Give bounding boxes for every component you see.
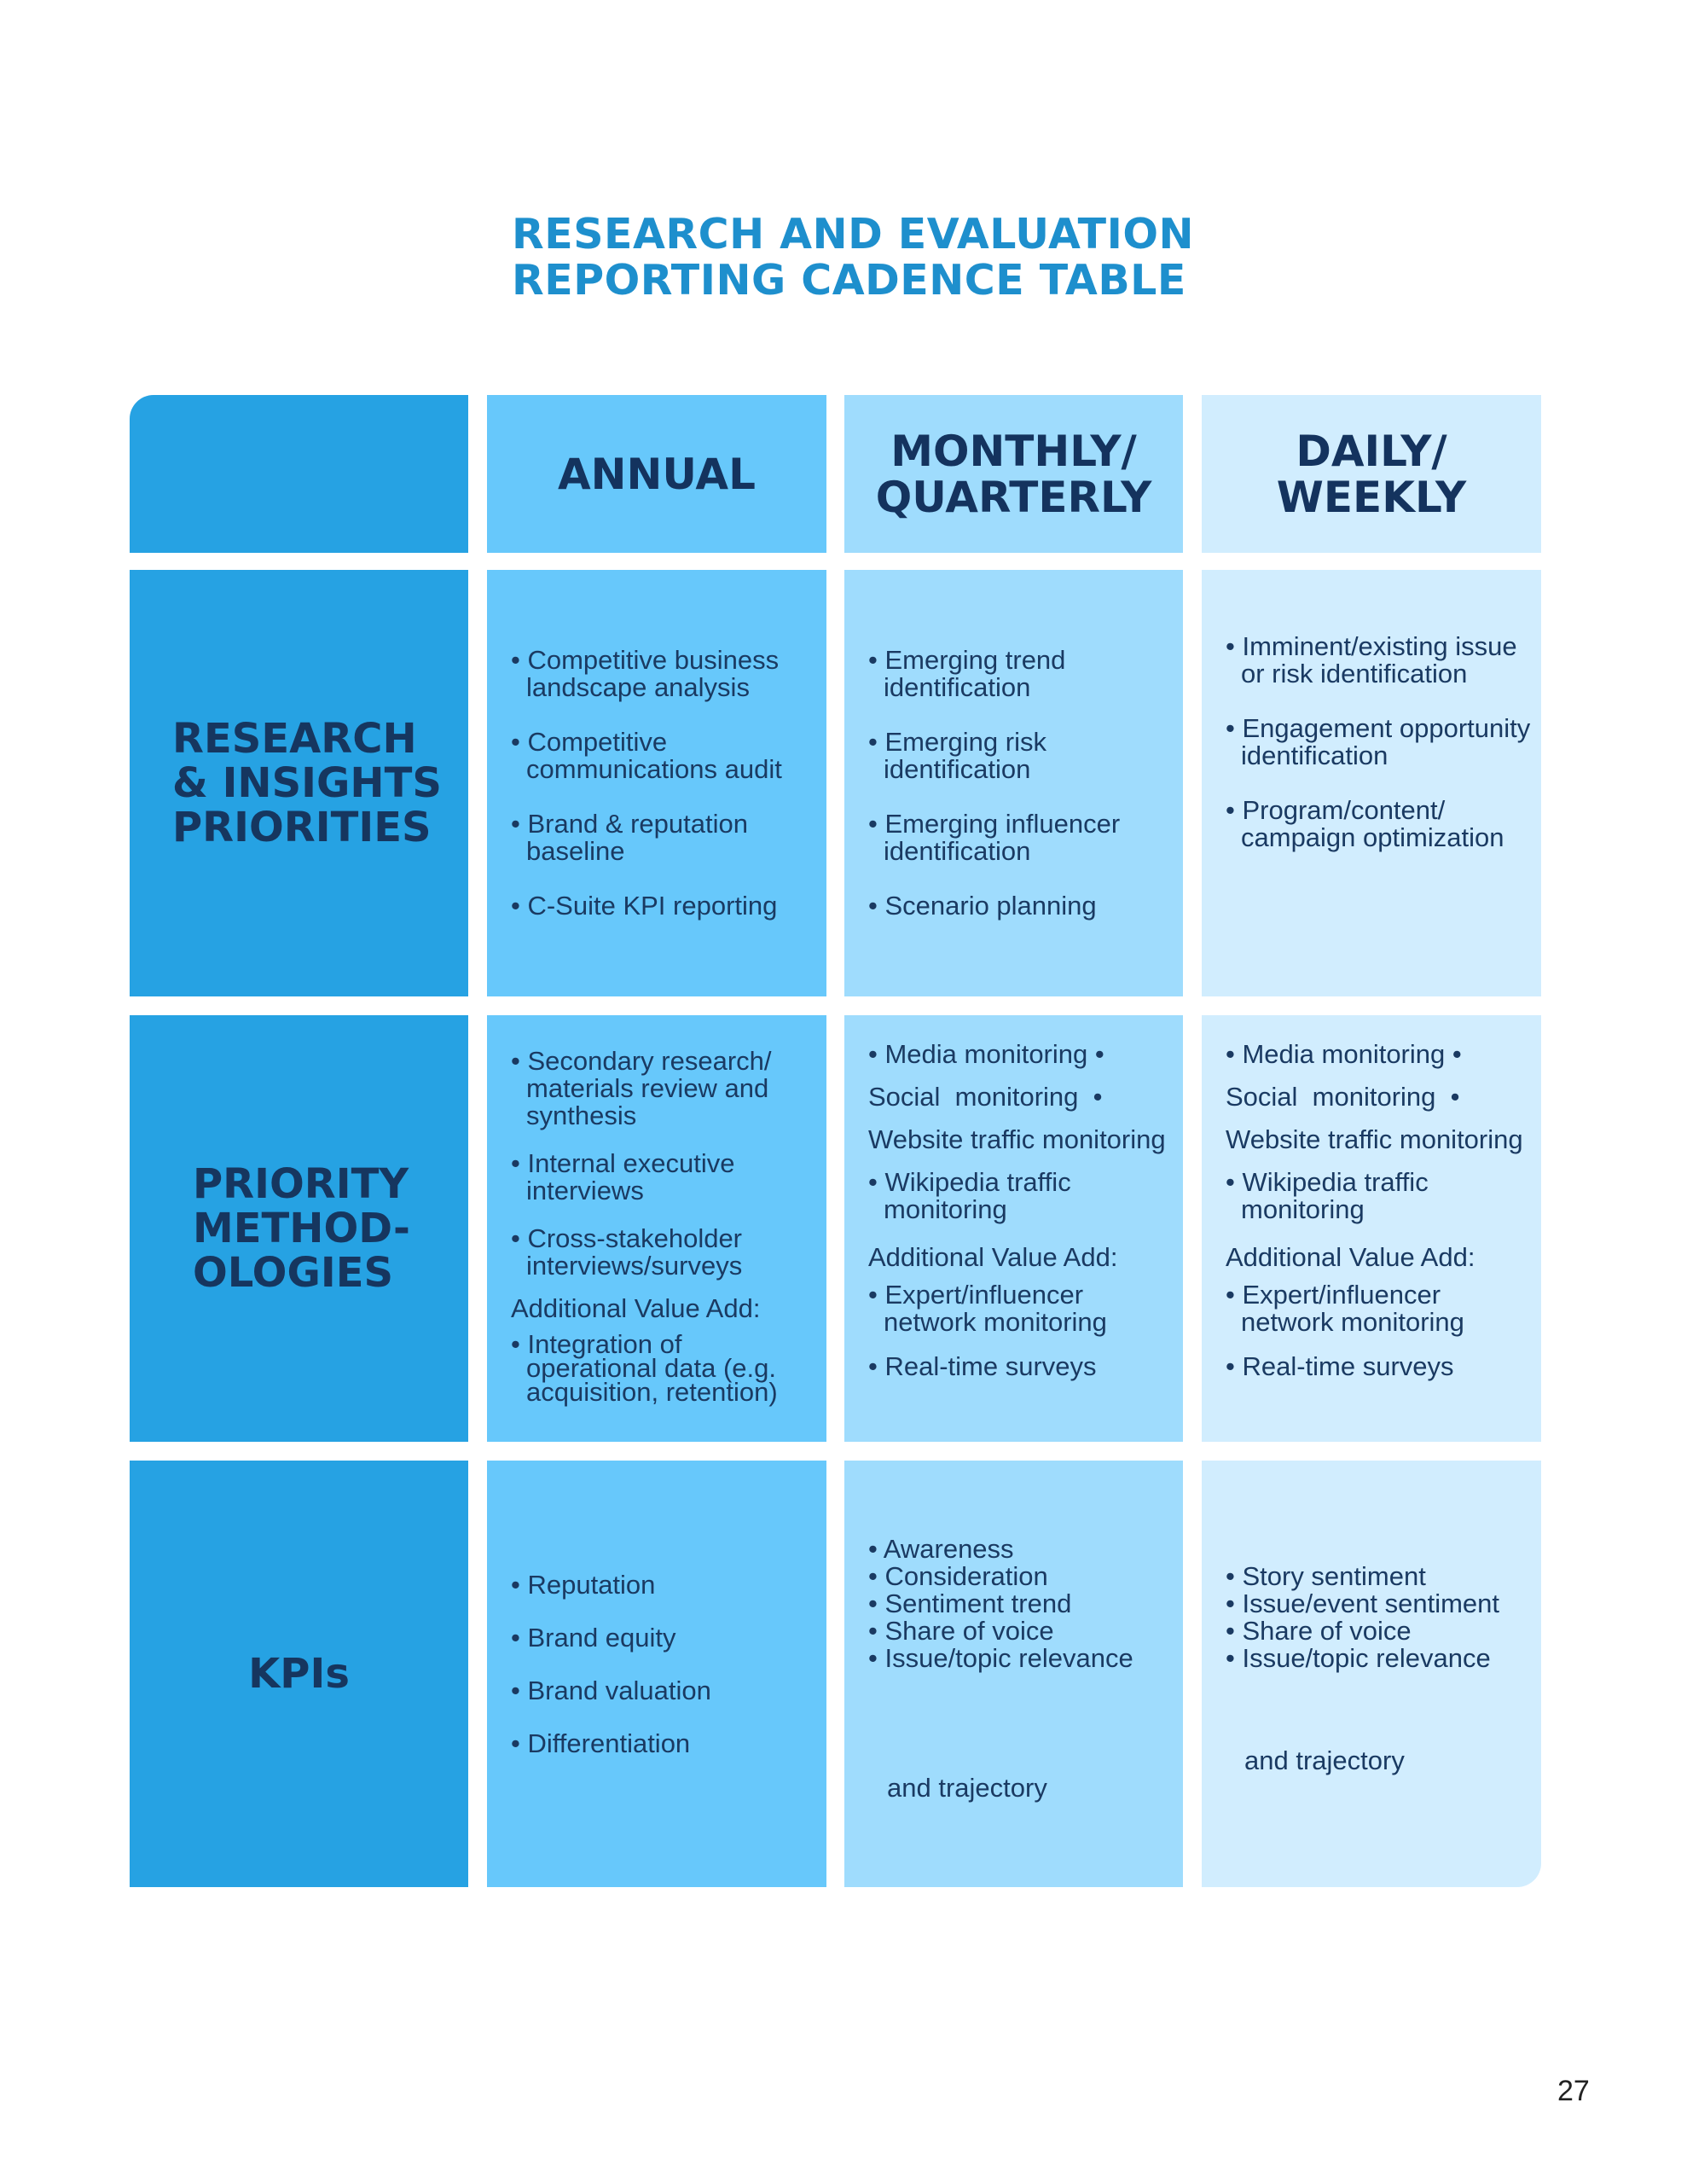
list-item: • Engagement opportunity identification	[1226, 713, 1531, 770]
list-item-continuation: and trajectory	[1244, 1745, 1405, 1775]
list-item: • Awareness	[868, 1534, 1014, 1564]
list-item: • Expert/influencer network monitoring	[868, 1280, 1107, 1337]
cell-research-daily	[1202, 570, 1541, 996]
list-item: Website traffic monitoring	[1226, 1124, 1523, 1154]
header-annual-label: ANNUAL	[557, 449, 756, 499]
row-label-line-2: METHOD-	[193, 1205, 410, 1252]
list-item-continuation: and trajectory	[887, 1773, 1047, 1803]
value-add-label: Additional Value Add:	[511, 1293, 761, 1323]
list-item: • Cross-stakeholder interviews/surveys	[511, 1223, 743, 1281]
list-item: • Issue/topic relevance	[868, 1643, 1133, 1673]
list-item: • Competitive communications audit	[511, 727, 782, 784]
row-label-line-1: PRIORITY	[193, 1160, 409, 1208]
list-item: Website traffic monitoring	[868, 1124, 1166, 1154]
list-item: • Emerging influencer identification	[868, 809, 1121, 866]
header-monthly-line-1: MONTHLY/	[890, 426, 1137, 476]
header-monthly-line-2: QUARTERLY	[875, 472, 1152, 522]
header-monthly-quarterly	[844, 395, 1183, 553]
title-line-1: RESEARCH AND EVALUATION	[512, 210, 1194, 258]
row-label-line-3: OLOGIES	[193, 1249, 394, 1297]
list-item: • Emerging trend identification	[868, 645, 1066, 702]
list-item: • Wikipedia traffic monitoring	[1226, 1167, 1429, 1224]
list-item: • Issue/topic relevance	[1226, 1643, 1491, 1673]
list-item: • Consideration	[868, 1561, 1048, 1591]
cell-kpis-monthly	[844, 1461, 1183, 1887]
list-item: • Emerging risk identification	[868, 727, 1046, 784]
list-item: • Imminent/existing issue or risk identification	[1226, 631, 1517, 688]
page-title	[512, 212, 1279, 304]
value-add-label: Additional Value Add:	[1226, 1242, 1475, 1272]
header-corner-cell	[130, 395, 468, 553]
cell-methodologies-monthly	[844, 1015, 1183, 1442]
list-item: Social monitoring •	[1226, 1082, 1460, 1112]
header-daily-line-2: WEEKLY	[1276, 472, 1467, 522]
list-item: • Program/content/ campaign optimization	[1226, 795, 1504, 852]
list-item: • Internal executive interviews	[511, 1148, 735, 1205]
list-item: • Wikipedia traffic monitoring	[868, 1167, 1071, 1224]
list-item: • Secondary research/ materials review and synthesis	[511, 1046, 772, 1130]
row-label-kpis	[130, 1461, 468, 1887]
list-item: • Media monitoring •	[868, 1039, 1104, 1069]
page-number: 27	[1557, 2075, 1590, 2107]
list-item: • Integration of operational data (e.g. acquisition, retention)	[511, 1329, 778, 1407]
list-item: • Expert/influencer network monitoring	[1226, 1280, 1464, 1337]
list-item: • Differentiation	[511, 1728, 691, 1758]
list-item: • Brand valuation	[511, 1676, 711, 1705]
list-item: • Real-time surveys	[1226, 1351, 1454, 1381]
row-label-line-3: PRIORITIES	[172, 804, 432, 851]
list-item: • Brand & reputation baseline	[511, 809, 748, 866]
list-item: • Share of voice	[1226, 1616, 1412, 1646]
row-label-line-1: RESEARCH	[172, 715, 417, 763]
cell-kpis-daily	[1202, 1461, 1541, 1887]
cell-research-annual	[487, 570, 826, 996]
cell-methodologies-daily	[1202, 1015, 1541, 1442]
list-item: • C-Suite KPI reporting	[511, 891, 778, 921]
header-daily-weekly	[1202, 395, 1541, 553]
header-daily-line-1: DAILY/	[1296, 426, 1447, 476]
list-item: • Brand equity	[511, 1623, 676, 1653]
title-line-2: REPORTING CADENCE TABLE	[512, 256, 1186, 305]
list-item: • Share of voice	[868, 1616, 1054, 1646]
list-item: • Competitive business landscape analysis	[511, 645, 780, 702]
list-item: • Story sentiment	[1226, 1561, 1426, 1591]
list-item: Social monitoring •	[868, 1082, 1103, 1112]
row-label-priority-methodologies	[130, 1015, 468, 1442]
row-label-research-insights	[130, 570, 468, 996]
list-item: • Media monitoring •	[1226, 1039, 1462, 1069]
list-item: • Reputation	[511, 1570, 656, 1600]
list-item: • Real-time surveys	[868, 1351, 1097, 1381]
list-item: • Scenario planning	[868, 891, 1097, 921]
list-item: • Sentiment trend	[868, 1589, 1072, 1618]
cell-methodologies-annual	[487, 1015, 826, 1442]
row-label-line-2: & INSIGHTS	[172, 759, 442, 807]
cell-research-monthly	[844, 570, 1183, 996]
row-label-kpis-text: KPIs	[248, 1650, 350, 1698]
value-add-label: Additional Value Add:	[868, 1242, 1118, 1272]
cell-kpis-annual	[487, 1461, 826, 1887]
header-annual	[487, 395, 826, 553]
list-item: • Issue/event sentiment	[1226, 1589, 1500, 1618]
